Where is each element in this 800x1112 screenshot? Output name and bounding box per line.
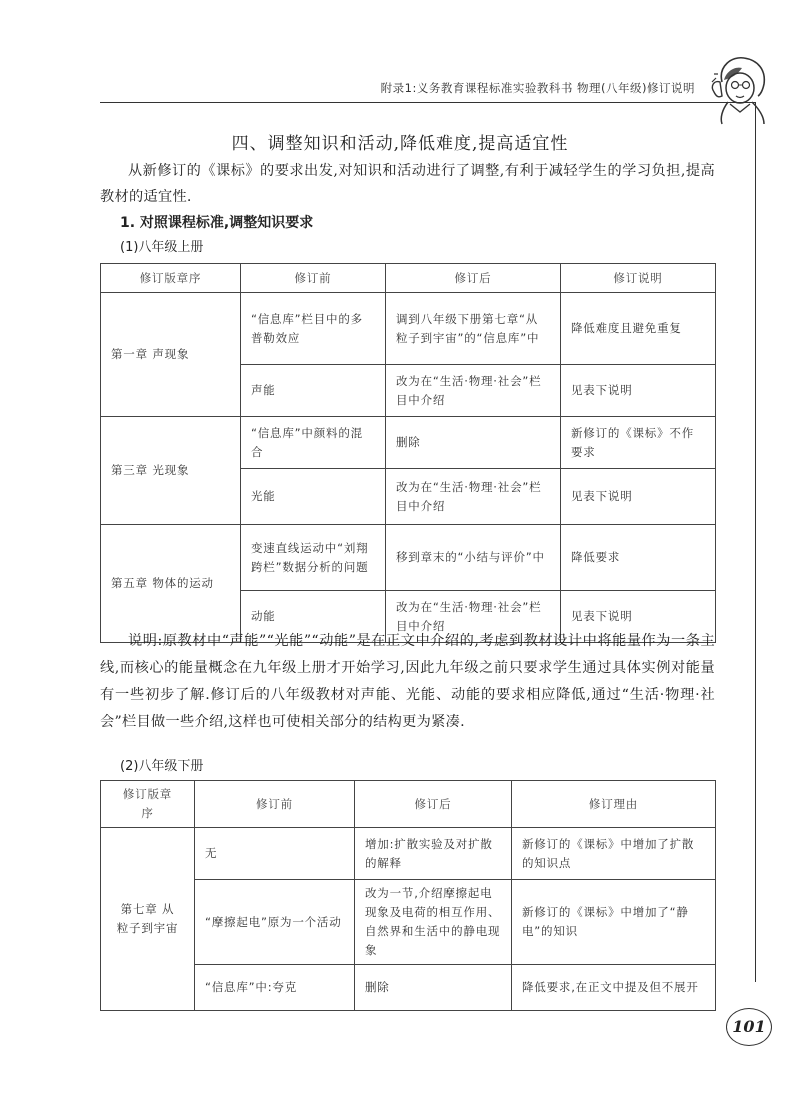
table-header-cell: 修订版章序 <box>101 264 241 293</box>
table-header-row <box>101 781 716 828</box>
mascot-illustration <box>708 52 774 126</box>
after-cell: 删除 <box>386 417 561 469</box>
running-header: 附录1:义务教育课程标准实验教科书 物理(八年级)修订说明 <box>380 81 695 95</box>
table-header-cell: 修订版章序 <box>101 781 195 828</box>
before-cell: 变速直线运动中“刘翔跨栏”数据分析的问题 <box>241 525 386 591</box>
reason-cell: 新修订的《课标》中增加了扩散的知识点 <box>512 828 716 880</box>
before-cell: 动能 <box>241 591 386 643</box>
revision-table-grade8-vol1 <box>100 263 716 643</box>
margin-rule <box>755 102 756 982</box>
note-cell: 新修订的《课标》不作要求 <box>561 417 716 469</box>
page-number: 101 <box>726 1008 772 1046</box>
before-cell: 声能 <box>241 365 386 417</box>
before-cell: “摩擦起电”原为一个活动 <box>195 880 355 965</box>
reason-cell: 新修订的《课标》中增加了“静电”的知识 <box>512 880 716 965</box>
after-cell: 移到章末的“小结与评价”中 <box>386 525 561 591</box>
after-cell: 改为在“生活·物理·社会”栏目中介绍 <box>386 365 561 417</box>
subsection-label: (2)八年级下册 <box>120 759 204 774</box>
note-cell: 见表下说明 <box>561 591 716 643</box>
note-cell: 降低要求 <box>561 525 716 591</box>
table-header-row <box>101 264 716 293</box>
table-row <box>101 828 716 880</box>
table-header-cell: 修订后 <box>355 781 512 828</box>
note-cell: 见表下说明 <box>561 469 716 525</box>
before-cell: 光能 <box>241 469 386 525</box>
header-rule <box>100 102 755 103</box>
section-title: 四、调整知识和活动,降低难度,提高适宜性 <box>231 134 569 154</box>
before-cell: “信息库”中颜料的混合 <box>241 417 386 469</box>
revision-table-grade8-vol2 <box>100 780 716 1011</box>
before-cell: “信息库”栏目中的多普勒效应 <box>241 293 386 365</box>
after-cell: 改为一节,介绍摩擦起电现象及电荷的相互作用、自然界和生活中的静电现象 <box>355 880 512 965</box>
before-cell: “信息库”中:夸克 <box>195 965 355 1011</box>
explanation-paragraph: 说明:原教材中“声能”“光能”“动能”是在正文中介绍的,考虑到教材设计中将能量作为一条主线,而核心的能量概念在九年级上册才开始学习,因此九年级之前只要求学生通过具体实例对能量有一些初步了解.修订后的八年级教材对声能、光能、动能的要求相应降低,通过“生活·物理·社会”栏目做一些介绍,这样也可使相关部分的结构更为紧凑. <box>100 633 715 730</box>
chapter-cell: 第三章 光现象 <box>101 417 241 525</box>
table-header-cell: 修订后 <box>386 264 561 293</box>
subsection-label: (1)八年级上册 <box>120 240 204 255</box>
reason-cell: 降低要求,在正文中提及但不展开 <box>512 965 716 1011</box>
subheading: 1. 对照课程标准,调整知识要求 <box>120 215 314 231</box>
after-cell: 增加:扩散实验及对扩散的解释 <box>355 828 512 880</box>
before-cell: 无 <box>195 828 355 880</box>
chapter-cell: 第五章 物体的运动 <box>101 525 241 643</box>
after-cell: 删除 <box>355 965 512 1011</box>
table-row <box>101 293 716 365</box>
note-cell: 见表下说明 <box>561 365 716 417</box>
table-header-cell: 修订说明 <box>561 264 716 293</box>
chapter-cell: 第七章 从粒子到宇宙 <box>101 828 195 1011</box>
table-row <box>101 525 716 591</box>
table-row <box>101 417 716 469</box>
after-cell: 改为在“生活·物理·社会”栏目中介绍 <box>386 469 561 525</box>
after-cell: 改为在“生活·物理·社会”栏目中介绍 <box>386 591 561 643</box>
note-cell: 降低难度且避免重复 <box>561 293 716 365</box>
table-header-cell: 修订理由 <box>512 781 716 828</box>
chapter-cell: 第一章 声现象 <box>101 293 241 417</box>
after-cell: 调到八年级下册第七章“从粒子到宇宙”的“信息库”中 <box>386 293 561 365</box>
table-header-cell: 修订前 <box>241 264 386 293</box>
table-header-cell: 修订前 <box>195 781 355 828</box>
intro-paragraph: 从新修订的《课标》的要求出发,对知识和活动进行了调整,有利于减轻学生的学习负担,提高教材的适宜性. <box>100 163 715 205</box>
